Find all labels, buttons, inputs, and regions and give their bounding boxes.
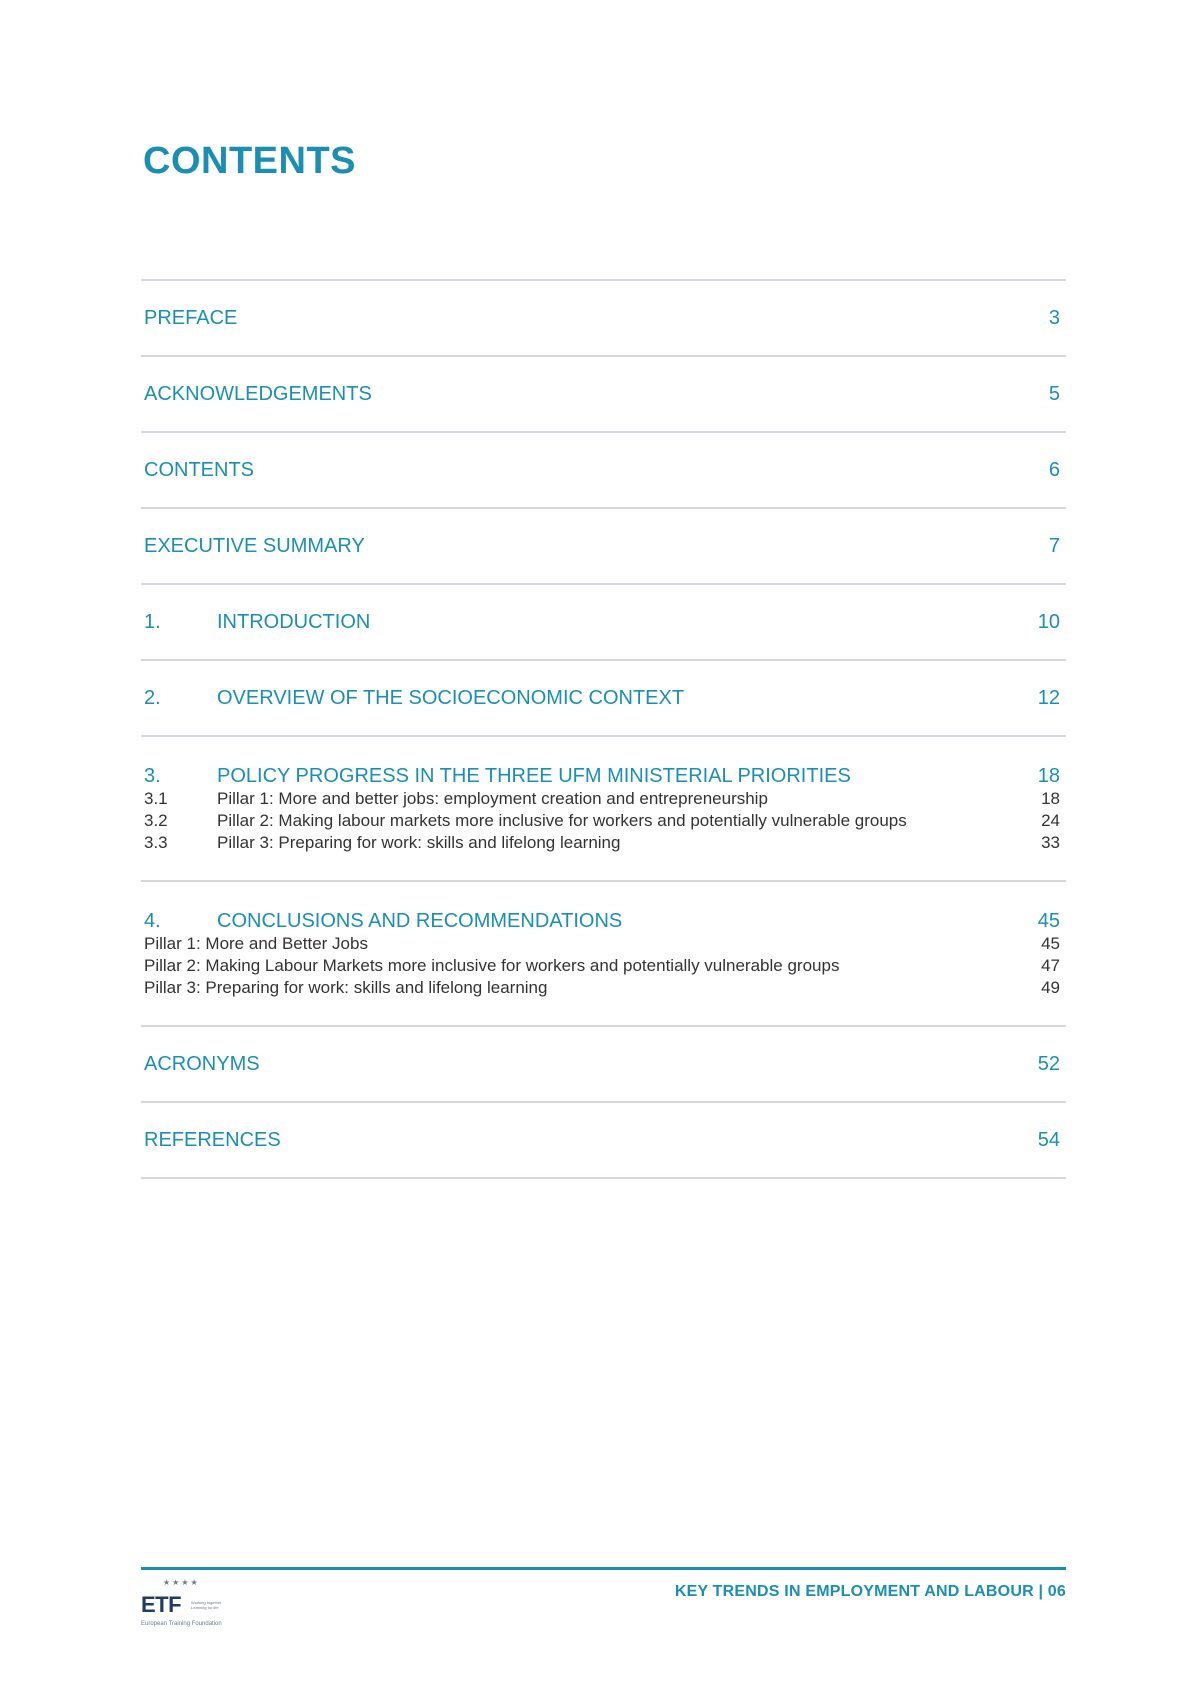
- toc-chapter-row[interactable]: [144, 909, 1063, 933]
- toc-subentry-page: 47: [1041, 956, 1060, 975]
- toc-subentry-label[interactable]: Pillar 2: Making labour markets more inclusive for workers and potentially vulnerable groups: [217, 811, 907, 830]
- footer-divider: [141, 1567, 1066, 1570]
- page-title: CONTENTS: [143, 140, 356, 182]
- toc-subentry-label[interactable]: Pillar 2: Making Labour Markets more inclusive for workers and potentially vulnerable groups: [144, 956, 840, 975]
- toc-subentry-page: 49: [1041, 978, 1060, 997]
- toc-entry-page: 7: [1048, 534, 1060, 557]
- toc-entry-label[interactable]: EXECUTIVE SUMMARY: [144, 534, 365, 557]
- toc-subentry[interactable]: [144, 810, 1063, 832]
- toc-entry-conclusions: [141, 882, 1066, 1027]
- toc-subentry-label[interactable]: Pillar 3: Preparing for work: skills and lifelong learning: [144, 978, 548, 997]
- toc-entry-executive-summary[interactable]: [141, 509, 1066, 585]
- toc-subentry-number: 3.2: [144, 811, 168, 830]
- table-of-contents: [141, 279, 1066, 1179]
- toc-entry-label[interactable]: CONCLUSIONS AND RECOMMENDATIONS: [217, 910, 623, 932]
- toc-entry-overview[interactable]: [141, 661, 1066, 737]
- toc-subentry-page: 33: [1041, 833, 1060, 852]
- toc-subentry-label[interactable]: Pillar 1: More and Better Jobs: [144, 934, 368, 953]
- toc-entry-label[interactable]: OVERVIEW OF THE SOCIOECONOMIC CONTEXT: [217, 686, 685, 709]
- running-footer: KEY TRENDS IN EMPLOYMENT AND LABOUR | 06: [674, 1583, 1066, 1600]
- etf-logo: [141, 1578, 251, 1632]
- toc-entry-introduction[interactable]: [141, 585, 1066, 661]
- toc-entry-page: 10: [1037, 610, 1060, 633]
- toc-entry-number: 3.: [144, 765, 161, 787]
- logo-tagline: Working together Learning for life: [191, 1600, 222, 1610]
- toc-entry-page: 3: [1048, 306, 1060, 329]
- toc-entry-page: 6: [1048, 458, 1060, 481]
- toc-entry-page: 5: [1048, 382, 1060, 405]
- toc-entry-policy-progress: [141, 737, 1066, 882]
- toc-subentry[interactable]: [144, 832, 1063, 854]
- toc-entry-page: 54: [1037, 1128, 1060, 1151]
- toc-entry-label[interactable]: ACKNOWLEDGEMENTS: [144, 382, 372, 405]
- toc-entry-label[interactable]: PREFACE: [144, 306, 238, 329]
- toc-entry-number: 2.: [144, 686, 161, 709]
- toc-entry-label[interactable]: POLICY PROGRESS IN THE THREE UFM MINISTERIAL PRIORITIES: [217, 765, 851, 787]
- toc-entry-acronyms[interactable]: [141, 1027, 1066, 1103]
- toc-subentry-page: 18: [1041, 789, 1060, 808]
- toc-subentry[interactable]: [144, 955, 1063, 977]
- toc-entry-label[interactable]: INTRODUCTION: [217, 610, 371, 633]
- toc-subentry[interactable]: [144, 788, 1063, 810]
- toc-entry-number: 4.: [144, 910, 161, 932]
- toc-entry-label[interactable]: ACRONYMS: [144, 1052, 260, 1075]
- toc-entry-references[interactable]: [141, 1103, 1066, 1179]
- toc-entry-contents[interactable]: [141, 433, 1066, 509]
- toc-entry-page: 18: [1037, 765, 1060, 787]
- stars-icon: ★★★★: [163, 1578, 200, 1587]
- toc-subentry-number: 3.3: [144, 833, 168, 852]
- toc-subentry-page: 24: [1041, 811, 1060, 830]
- toc-subentry-label[interactable]: Pillar 3: Preparing for work: skills and lifelong learning: [217, 833, 621, 852]
- toc-entry-acknowledgements[interactable]: [141, 357, 1066, 433]
- toc-subentry-page: 45: [1041, 934, 1060, 953]
- toc-chapter-row[interactable]: [144, 764, 1063, 788]
- toc-entry-preface[interactable]: [141, 281, 1066, 357]
- toc-subentry[interactable]: [144, 933, 1063, 955]
- toc-entry-page: 45: [1037, 910, 1060, 932]
- logo-wordmark: ETF: [141, 1592, 182, 1617]
- logo-subtitle: European Training Foundation: [141, 1621, 222, 1627]
- toc-entry-page: 52: [1037, 1052, 1060, 1075]
- toc-entry-page: 12: [1037, 686, 1060, 709]
- toc-entry-number: 1.: [144, 610, 161, 633]
- toc-entry-label[interactable]: CONTENTS: [144, 458, 254, 481]
- toc-subentry-number: 3.1: [144, 789, 168, 808]
- toc-entry-label[interactable]: REFERENCES: [144, 1128, 281, 1151]
- toc-subentry[interactable]: [144, 977, 1063, 999]
- toc-subentry-label[interactable]: Pillar 1: More and better jobs: employment creation and entrepreneurship: [217, 789, 768, 808]
